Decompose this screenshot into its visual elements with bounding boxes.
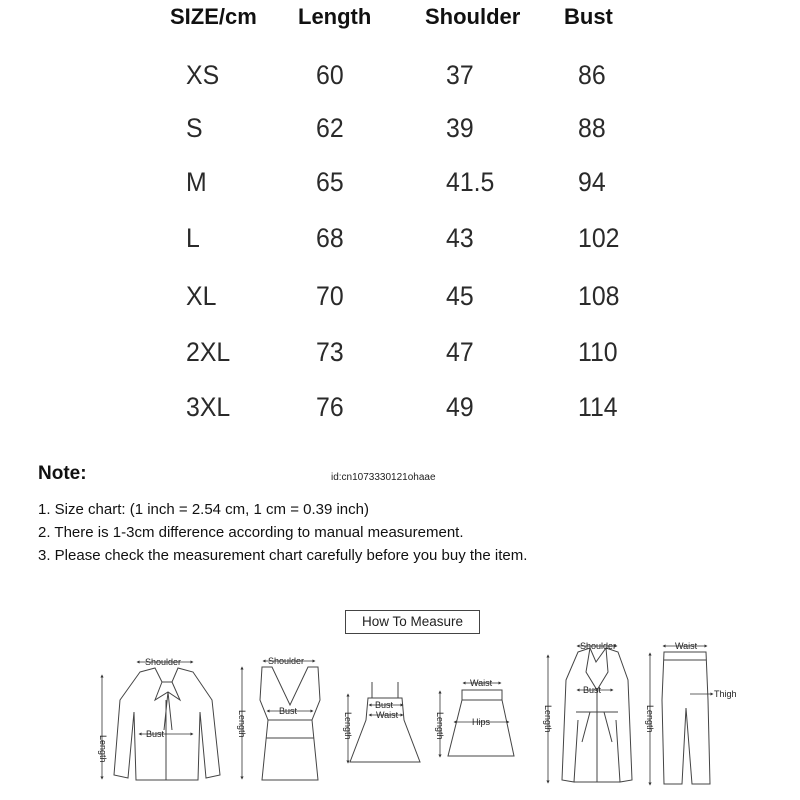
dress-waist-label: Waist [376,710,399,720]
size-label: L [186,223,200,253]
size-value: 43 [446,223,474,253]
coat-bust-label: Bust [583,685,602,695]
header-length: Length [298,4,372,29]
blouse-shoulder-label: Shoulder [145,657,182,667]
skirt-figure [435,678,514,756]
vneck-bust-label: Bust [279,706,298,716]
vneck-length-label: Length [237,710,247,738]
note-title: Note: [38,463,87,484]
blouse-figure [98,657,220,780]
dress-length-label: Length [343,712,353,740]
skirt-hips-label: Hips [472,717,491,727]
note-line-1: 1. Size chart: (1 inch = 2.54 cm, 1 cm = 0.39 inch) [38,501,369,518]
trousers-thigh-label: Thigh [714,689,737,699]
size-value: 86 [578,60,606,90]
header-shoulder: Shoulder [425,4,521,29]
coat-shoulder-label: Shoulder [580,641,617,651]
size-value: 60 [316,60,344,90]
blouse-length-label: Length [98,735,108,763]
header-bust: Bust [564,4,613,29]
how-to-measure-figures [0,630,800,800]
size-value: 108 [578,281,620,311]
slip-dress-figure [343,682,420,762]
vneck-shoulder-label: Shoulder [268,656,305,666]
size-value: 39 [446,113,474,143]
skirt-waist-label: Waist [470,678,493,688]
header-size: SIZE/cm [170,4,257,29]
note-line-2: 2. There is 1-3cm difference according to manual measurement. [38,524,464,541]
size-value: 94 [578,167,606,197]
vneck-top-figure [237,656,320,780]
how-to-measure-title: How To Measure [345,610,480,634]
size-label: XL [186,281,217,311]
size-label: 2XL [186,337,231,367]
size-value: 70 [316,281,344,311]
product-id-code: id:cn1073330121ohaae [331,472,436,483]
trousers-waist-label: Waist [675,641,698,651]
size-value: 76 [316,392,344,422]
size-value: 41.5 [446,167,495,197]
blouse-bust-label: Bust [146,729,165,739]
size-value: 49 [446,392,474,422]
size-value: 88 [578,113,606,143]
size-value: 68 [316,223,344,253]
size-value: 73 [316,337,344,367]
coat-figure [543,641,632,782]
dress-bust-label: Bust [375,700,394,710]
size-label: XS [186,60,220,90]
size-value: 102 [578,223,620,253]
size-value: 47 [446,337,474,367]
note-line-3: 3. Please check the measurement chart carefully before you buy the item. [38,547,528,564]
skirt-length-label: Length [435,712,445,740]
size-label: M [186,167,207,197]
size-value: 62 [316,113,344,143]
coat-length-label: Length [543,705,553,733]
size-value: 45 [446,281,474,311]
size-value: 65 [316,167,344,197]
size-value: 37 [446,60,474,90]
size-value: 110 [578,337,618,367]
trousers-length-label: Length [645,705,655,733]
size-label: 3XL [186,392,231,422]
size-value: 114 [578,392,618,422]
trousers-figure [645,641,737,784]
size-label: S [186,113,203,143]
